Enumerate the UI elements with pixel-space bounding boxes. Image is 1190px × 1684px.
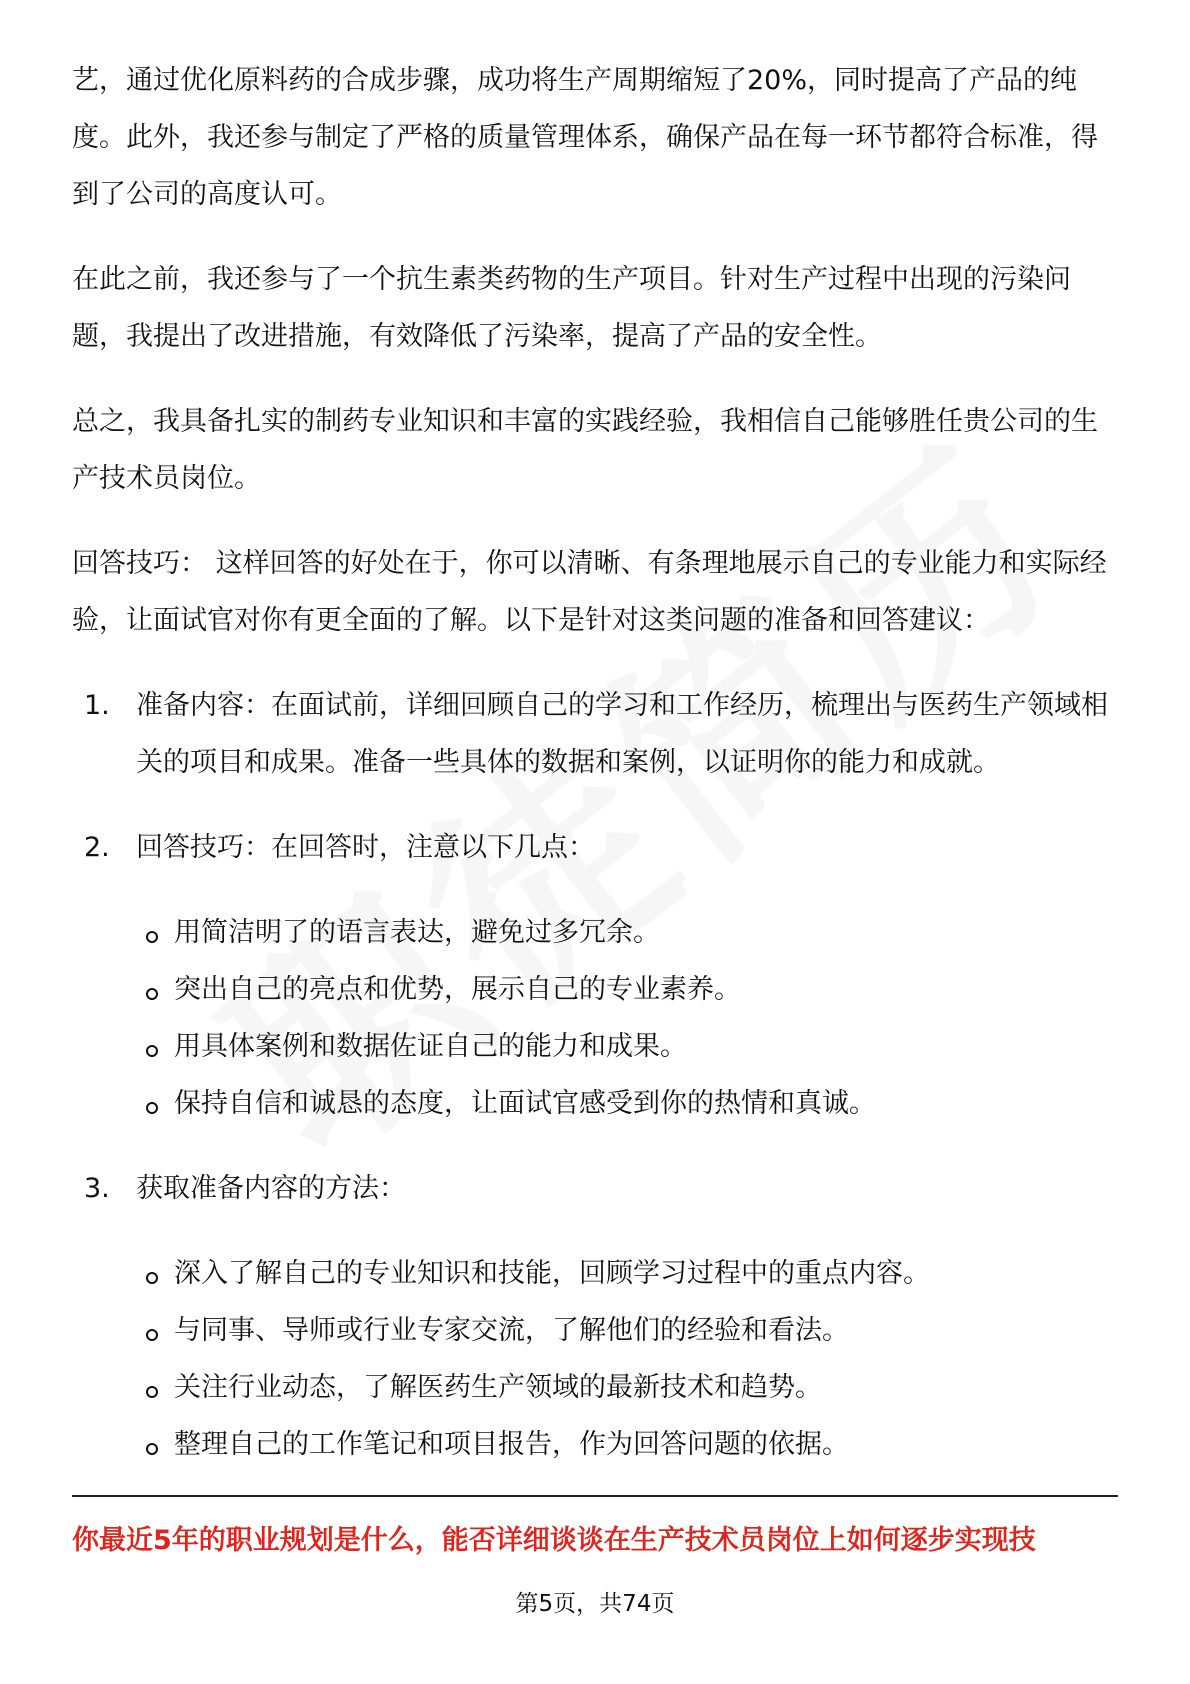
bullet-circle-icon	[146, 1386, 158, 1398]
page-content	[72, 52, 1122, 1501]
numbered-item-3	[84, 1160, 1122, 1217]
item-text: 获取准备内容的方法：	[136, 1173, 406, 1204]
section-divider	[72, 1495, 1118, 1497]
list-item: 保持自信和诚恳的态度，让面试官感受到你的热情和真诚。	[146, 1075, 1122, 1132]
list-item: 整理自己的工作笔记和项目报告，作为回答问题的依据。	[146, 1416, 1122, 1473]
item-number: 3.	[84, 1173, 110, 1204]
list-item: 用简洁明了的语言表达，避免过多冗余。	[146, 904, 1122, 961]
list-item: 与同事、导师或行业专家交流，了解他们的经验和看法。	[146, 1302, 1122, 1359]
item-number: 2.	[84, 832, 110, 863]
list-item: 突出自己的亮点和优势，展示自己的专业素养。	[146, 961, 1122, 1018]
list-item: 关注行业动态，了解医药生产领域的最新技术和趋势。	[146, 1359, 1122, 1416]
bullet-circle-icon	[146, 1045, 158, 1057]
page-number: 第5页，共74页	[515, 1591, 675, 1617]
list-item: 用具体案例和数据佐证自己的能力和成果。	[146, 1018, 1122, 1075]
bullet-circle-icon	[146, 1272, 158, 1284]
bullet-list	[146, 904, 1122, 1132]
paragraph: 总之，我具备扎实的制药专业知识和丰富的实践经验，我相信自己能够胜任贵公司的生产技术员岗位。	[72, 406, 1098, 494]
bullet-circle-icon	[146, 1443, 158, 1455]
numbered-item-2	[84, 819, 1122, 876]
item-text: 准备内容：在面试前，详细回顾自己的学习和工作经历，梳理出与医药生产领域相关的项目和成果。准备一些具体的数据和案例，以证明你的能力和成就。	[136, 690, 1108, 778]
paragraph: 在此之前，我还参与了一个抗生素类药物的生产项目。针对生产过程中出现的污染问题，我提出了改进措施，有效降低了污染率，提高了产品的安全性。	[72, 264, 1071, 352]
bullet-circle-icon	[146, 931, 158, 943]
answer-tips-paragraph: 回答技巧： 这样回答的好处在于，你可以清晰、有条理地展示自己的专业能力和实际经验，让面试官对你有更全面的了解。以下是针对这类问题的准备和回答建议：	[72, 548, 1107, 636]
numbered-item-1	[84, 677, 1122, 791]
next-question-heading: 你最近5年的职业规划是什么，能否详细谈谈在生产技术员岗位上如何逐步实现技	[72, 1525, 1036, 1556]
bullet-circle-icon	[146, 1102, 158, 1114]
bullet-circle-icon	[146, 988, 158, 1000]
bullet-list	[146, 1245, 1122, 1473]
item-number: 1.	[84, 690, 110, 721]
list-item: 深入了解自己的专业知识和技能，回顾学习过程中的重点内容。	[146, 1245, 1122, 1302]
bullet-circle-icon	[146, 1329, 158, 1341]
paragraph: 艺，通过优化原料药的合成步骤，成功将生产周期缩短了20%，同时提高了产品的纯度。此外，我还参与制定了严格的质量管理体系，确保产品在每一环节都符合标准，得到了公司的高度认可。	[72, 65, 1098, 210]
item-text: 回答技巧：在回答时，注意以下几点：	[136, 832, 595, 863]
